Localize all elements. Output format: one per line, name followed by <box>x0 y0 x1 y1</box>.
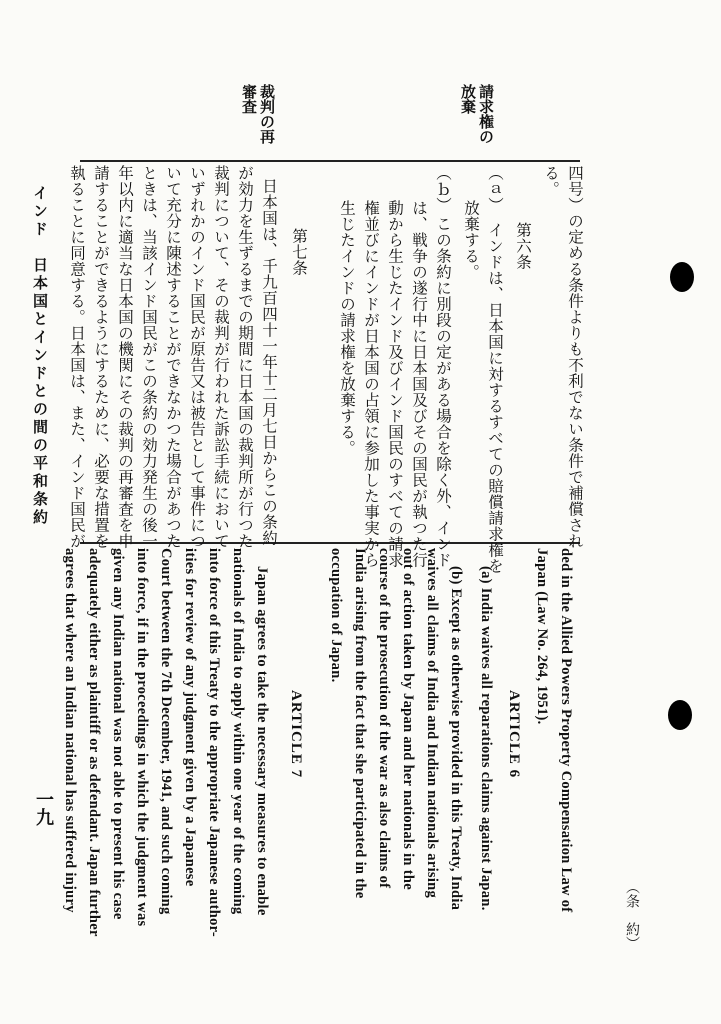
item-a-text: インドは、日本国に対するすべての賠償請求権を <box>486 222 504 574</box>
en-6b-2: waives all claims of India and Indian nationals arising <box>424 548 440 899</box>
page-number: 一九 <box>33 790 54 826</box>
article6-heading-jp: 第六条 <box>514 222 532 270</box>
en-7-6: into force, if in the proceedings in which the judgment was <box>134 548 150 927</box>
item-b-text-4: 権並びにインドが日本国の占領に参加した事実から <box>362 200 380 568</box>
en-line-1: ded in the Allied Powers Property Compensation Law of <box>558 548 574 913</box>
article6-heading-en: ARTICLE 6 <box>506 690 522 779</box>
punch-hole-top <box>670 262 694 292</box>
en-7-8: adequately either as plaintiff or as defendant. Japan further <box>86 548 102 937</box>
art7-col-6: ときは、当該インド国民がこの条約の効力発生の後一 <box>140 165 158 549</box>
en-6b-5: India arising from the fact that she participated in the <box>352 548 368 899</box>
margin-note-claims-waiver: 請求権の放棄 <box>459 84 495 144</box>
article7-heading-en: ARTICLE 7 <box>288 690 304 779</box>
art7-col-8: 請することができるようにするために、必要な措置を <box>92 165 110 549</box>
section-label: （条 約） <box>624 880 640 950</box>
en-6b-1: (b) Except as otherwise provided in this Treaty, India <box>448 566 464 911</box>
en-7-7: given any Indian national was not able to present his case <box>110 548 126 920</box>
item-b-text-3: 動から生じたインド及びインド国民のすべての請求 <box>386 200 404 568</box>
en-7-3: into force of this Treaty to the appropriate Japanese author- <box>206 548 222 937</box>
art7-col-9: 執ることに同意する。日本国は、また、インド国民が <box>68 165 86 549</box>
item-b-text-2: は、戦争の遂行中に日本国及びその国民が執つた行 <box>410 200 428 568</box>
en-6b-4: course of the prosecution of the war as also claims of <box>376 548 392 889</box>
en-6b-6: occupation of Japan. <box>328 548 344 683</box>
art7-col-1: 日本国は、千九百四十一年十二月七日からこの条約 <box>260 178 278 546</box>
jp-col-1: 四号）の定める条件よりも不利でない条件で補償され <box>566 165 584 549</box>
en-line-2: Japan (Law No. 264, 1951). <box>534 548 550 725</box>
article7-heading-jp: 第七条 <box>290 228 308 276</box>
margin-note-retrial: 裁判の再審査 <box>240 84 276 144</box>
en-7-9: agrees that where an Indian national has suffered injury <box>62 548 78 913</box>
art7-col-7: 年以内に適当な日本国の機関にその裁判の再審査を申 <box>116 165 134 549</box>
item-a-text2: 放棄する。 <box>462 200 480 280</box>
en-7-4: ities for review of any judgment given by a Japanese <box>182 548 198 887</box>
running-title: インド 日本国とインドとの間の平和条約 <box>31 185 49 527</box>
en-6b-3: out of action taken by Japan and her nationals in the <box>400 548 416 890</box>
en-7-1: Japan agrees to take the necessary measures to enable <box>254 566 270 916</box>
en-6a: (a) India waives all reparations claims against Japan. <box>478 566 494 911</box>
jp-col-2: る。 <box>542 165 560 197</box>
item-b-mark: （ｂ） <box>434 165 452 213</box>
art7-col-5: いて充分に陳述することができなかつた場合があつた <box>164 165 182 549</box>
art7-col-3: 裁判について、その裁判が行われた訴訟手続において <box>212 165 230 549</box>
art7-col-2: が効力を生ずるまでの期間に日本国の裁判所が行つた <box>236 165 254 549</box>
item-b-text-5: 生じたインドの請求権を放棄する。 <box>338 200 356 456</box>
en-7-2: nationals of India to apply within one year of the coming <box>230 548 246 915</box>
punch-hole-bottom <box>668 700 692 730</box>
item-b-text-1: この条約に別段の定がある場合を除く外、インド <box>434 216 452 568</box>
art7-col-4: いずれかのインド国民が原告又は被告として事件につ <box>188 165 206 549</box>
en-7-5: Court between the 7th December, 1941, and such coming <box>158 548 174 915</box>
item-a-mark: （ａ） <box>486 165 504 213</box>
